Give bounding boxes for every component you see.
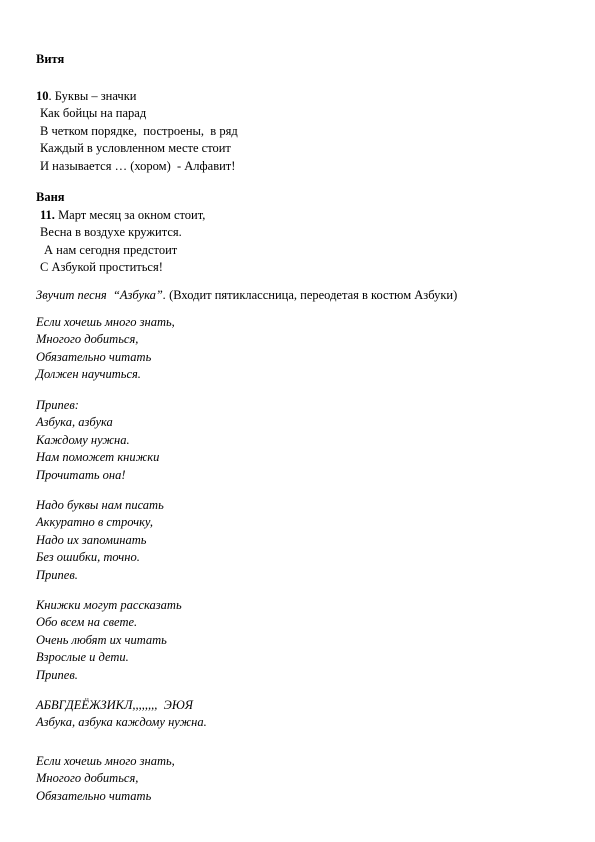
song-line: Многого добиться, (36, 332, 139, 347)
song-stanza-1 (36, 314, 576, 384)
verse-11 (36, 207, 576, 277)
song-line: Надо их запоминать (36, 532, 147, 547)
song-line: Обязательно читать (36, 788, 152, 803)
verse-number: 10 (36, 89, 49, 103)
verse-first-line (36, 88, 576, 105)
speaker-vanya (36, 189, 576, 206)
verse-first-text: Март месяц за окном стоит, (54, 208, 206, 222)
verse-number: 11. (40, 208, 55, 222)
song-line: Должен научиться. (36, 367, 141, 382)
song-line: Многого добиться, (36, 771, 139, 786)
song-line: Надо буквы нам писать (36, 498, 164, 512)
song-stanza-4 (36, 753, 576, 805)
alphabet-subline: Азбука, азбука каждому нужна. (36, 715, 207, 730)
stage-direction-text: (Входит пятиклассница, переодетая в костюм Азбуки) (165, 288, 458, 302)
verse-line: И называется … (хором) - Алфавит! (40, 158, 236, 173)
stage-direction-italic: Звучит песня “Азбука”. (36, 288, 166, 302)
verse-line: Как бойцы на парад (40, 106, 147, 121)
song-line: Если хочешь много знать, (36, 315, 175, 329)
verse-line: С Азбукой проститься! (40, 260, 163, 275)
song-line: Обязательно читать (36, 349, 152, 364)
song-line: Азбука, азбука (36, 415, 113, 430)
verse-line: А нам сегодня предстоит (44, 242, 178, 257)
verse-line: Весна в воздухе кружится. (40, 225, 182, 240)
verse-first-line (36, 207, 576, 224)
chorus-reference: Припев. (36, 567, 78, 582)
verse-line: В четком порядке, построены, в ряд (40, 123, 238, 138)
song-line: Прочитать она! (36, 467, 126, 482)
verse-first-text: . Буквы – значки (48, 89, 137, 103)
speaker-vitya (36, 51, 576, 68)
chorus-heading: Припев: (36, 398, 79, 412)
alphabet-block (36, 697, 576, 732)
stage-direction (36, 287, 576, 304)
song-line: Очень любят их читать (36, 632, 167, 647)
song-line: Без ошибки, точно. (36, 550, 140, 565)
song-line: Если хочешь много знать, (36, 754, 175, 768)
verse-line: Каждый в условленном месте стоит (40, 141, 231, 156)
song-line: Обо всем на свете. (36, 615, 138, 630)
song-line: Книжки могут рассказать (36, 598, 182, 612)
song-line: Каждому нужна. (36, 432, 130, 447)
chorus-reference: Припев. (36, 667, 78, 682)
speaker-name: Витя (36, 52, 65, 66)
song-stanza-2 (36, 497, 576, 584)
speaker-name: Ваня (36, 190, 65, 204)
song-chorus (36, 397, 576, 484)
song-line: Нам поможет книжки (36, 450, 160, 465)
song-stanza-3 (36, 597, 576, 684)
verse-10 (36, 88, 576, 175)
alphabet-line: АБВГДЕЁЖЗИКЛ,,,,,,,, ЭЮЯ (36, 698, 193, 712)
song-line: Аккуратно в строчку, (36, 515, 153, 530)
song-line: Взрослые и дети. (36, 650, 129, 665)
